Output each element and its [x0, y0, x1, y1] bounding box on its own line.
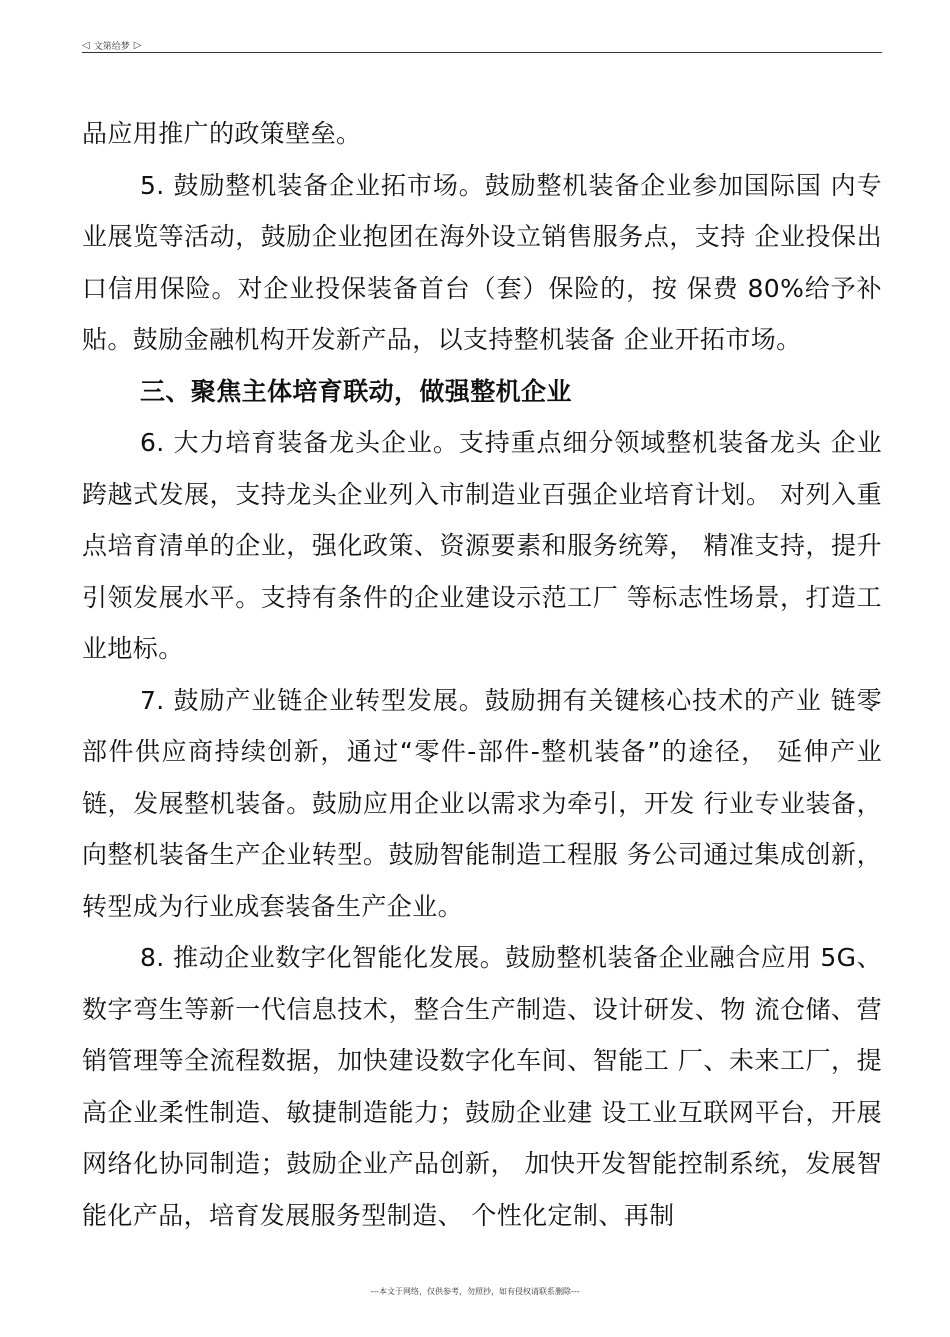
right-triangle-icon: ▷ — [133, 39, 142, 51]
paragraph-item-6: 6. 大力培育装备龙头企业。支持重点细分领域整机装备龙头 企业跨越式发展，支持龙头企业列入市制造业百强企业培育计划。 对列入重点培育清单的企业，强化政策、资源要素和服务统筹， 精准支持，提升引领发展水平。支持有条件的企业建设示范工厂 等标志性场景，打造工业地标。 — [82, 428, 882, 663]
header-title: 文第给梦 — [93, 41, 130, 52]
header-divider — [82, 52, 882, 53]
section-heading-3: 三、聚焦主体培育联动，做强整机企业 — [140, 376, 572, 406]
document-body — [82, 108, 882, 1241]
left-triangle-icon: ◁ — [82, 39, 90, 51]
paragraph-item-5: 5. 鼓励整机装备企业拓市场。鼓励整机装备企业参加国际国 内专业展览等活动，鼓励企业抱团在海外设立销售服务点，支持 企业投保出口信用保险。对企业投保装备首台（套）保险的，按 保费 80%给予补贴。鼓励金融机构开发新产品，以支持整机装备 企业开拓市场。 — [82, 170, 882, 354]
page-header — [82, 38, 882, 52]
paragraph-item-8: 8. 推动企业数字化智能化发展。鼓励整机装备企业融合应用 5G、数字弯生等新一代信息技术，整合生产制造、设计研发、物 流仓储、营销管理等全流程数据，加快建设数字化车间、智能工 厂、未来工厂，提高企业柔性制造、敏捷制造能力；鼓励企业建 设工业互联网平台，开展网络化协同制造；鼓励企业产品创新， 加快开发智能控制系统，发展智能化产品，培育发展服务型制造、 个性化定制、再制 — [82, 943, 882, 1230]
paragraph-continuation: 品应用推广的政策壁垒。 — [82, 119, 362, 148]
page-footer: ---本文于网络，仅供参考，勿照抄，如有侵权请联系删除--- — [370, 1287, 580, 1296]
paragraph-item-7: 7. 鼓励产业链企业转型发展。鼓励拥有关键核心技术的产业 链零部件供应商持续创新，通过“零件-部件-整机装备”的途径， 延伸产业链，发展整机装备。鼓励应用企业以需求为牵引，开发 行业专业装备，向整机装备生产企业转型。鼓励智能制造工程服 务公司通过集成创新，转型成为行业成套装备生产企业。 — [82, 685, 882, 921]
